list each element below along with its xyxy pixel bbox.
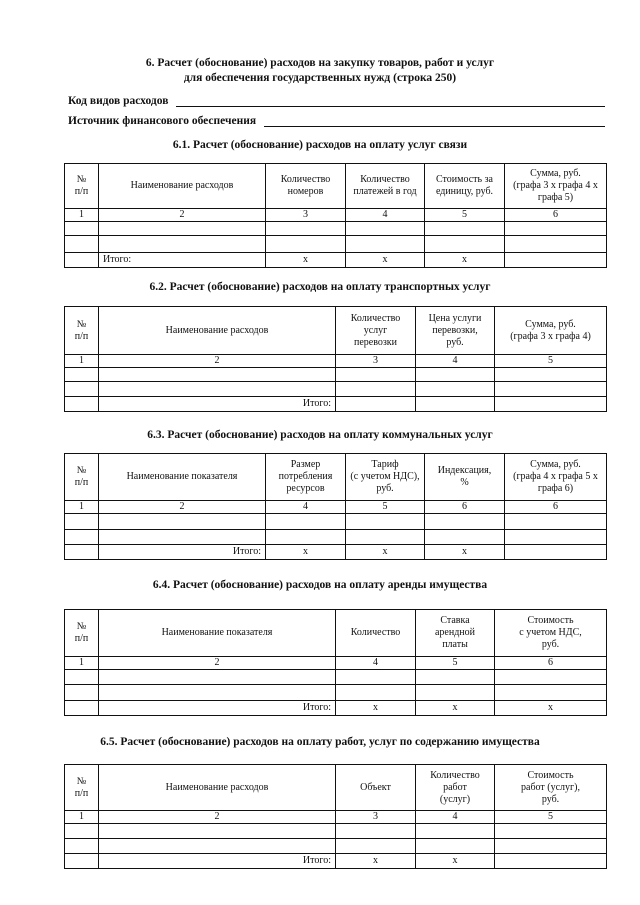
funding-source-line [264,114,605,127]
header-cell-cost: Стоимость с учетом НДС, руб. [495,610,607,657]
empty-cell[interactable] [495,382,607,397]
column-number: 5 [416,657,495,670]
empty-cell[interactable] [65,236,99,253]
empty-cell[interactable] [416,368,495,382]
header-cell-quantity: Количество номеров [266,164,346,209]
column-number: 1 [65,209,99,222]
empty-cell [65,701,99,716]
total-label: Итого: [99,253,266,268]
column-number: 5 [495,811,607,824]
section-title-6-1: 6.1. Расчет (обоснование) расходов на оплату услуг связи [172,139,468,151]
empty-cell[interactable] [99,514,266,530]
empty-cell[interactable] [495,368,607,382]
header-cell-cost: Стоимость работ (услуг), руб. [495,765,607,811]
empty-cell[interactable] [99,670,336,685]
header-cell-unit-cost: Стоимость за единицу, руб. [425,164,505,209]
column-number-row [65,501,607,514]
empty-cell[interactable] [495,824,607,839]
column-number: 4 [266,501,346,514]
total-label: Итого: [99,397,336,412]
column-number: 2 [99,501,266,514]
column-number-row [65,811,607,824]
table-header-row [65,454,607,501]
funding-source-field [68,112,605,127]
column-number: 4 [416,811,495,824]
empty-cell [65,253,99,268]
table-6-1 [64,163,607,268]
empty-cell[interactable] [416,382,495,397]
empty-cell[interactable] [65,382,99,397]
table-row [65,670,607,685]
empty-cell[interactable] [505,530,607,545]
empty-cell[interactable] [495,670,607,685]
header-cell-object: Объект [336,765,416,811]
header-cell-works-count: Количество работ (услуг) [416,765,495,811]
empty-cell[interactable] [65,839,99,854]
total-label: Итого: [99,701,336,716]
empty-cell[interactable] [505,222,607,236]
total-row [65,253,607,268]
x-mark: х [416,701,495,716]
empty-cell[interactable] [346,236,425,253]
table-row [65,382,607,397]
x-mark: х [416,854,495,869]
table-6-5 [64,764,607,869]
empty-cell[interactable] [99,530,266,545]
funding-source-label: Источник финансового обеспечения [68,115,257,127]
x-mark: х [266,545,346,560]
column-number: 5 [346,501,425,514]
empty-cell[interactable] [336,397,416,412]
column-number: 4 [416,355,495,368]
total-row [65,854,607,869]
empty-cell[interactable] [99,368,336,382]
header-cell-name: Наименование расходов [99,307,336,355]
empty-cell[interactable] [99,222,266,236]
table-row [65,514,607,530]
empty-cell[interactable] [425,530,505,545]
empty-cell[interactable] [336,685,416,701]
header-cell-sum: Сумма, руб. (графа 3 х графа 4 х графа 5) [505,164,607,209]
empty-cell[interactable] [336,670,416,685]
empty-cell[interactable] [266,530,346,545]
empty-cell[interactable] [266,236,346,253]
total-label: Итого: [99,545,266,560]
empty-cell[interactable] [99,236,266,253]
table-row [65,236,607,253]
table-row [65,839,607,854]
table-6-4 [64,609,607,716]
empty-cell[interactable] [416,397,495,412]
header-cell-tariff: Тариф (с учетом НДС), руб. [346,454,425,501]
empty-cell[interactable] [505,514,607,530]
empty-cell[interactable] [336,368,416,382]
header-cell-number: № п/п [65,610,99,657]
empty-cell[interactable] [336,382,416,397]
x-mark: х [425,253,505,268]
total-label: Итого: [99,854,336,869]
empty-cell[interactable] [425,236,505,253]
empty-cell[interactable] [65,824,99,839]
empty-cell[interactable] [416,839,495,854]
column-number: 5 [495,355,607,368]
header-cell-rent-rate: Ставка арендной платы [416,610,495,657]
header-cell-consumption: Размер потребления ресурсов [266,454,346,501]
header-cell-indicator: Наименование показателя [99,610,336,657]
column-number-row [65,355,607,368]
empty-cell[interactable] [416,670,495,685]
column-number: 3 [336,811,416,824]
total-row [65,397,607,412]
column-number: 1 [65,355,99,368]
column-number-row [65,209,607,222]
table-row [65,824,607,839]
total-sum-cell[interactable] [505,545,607,560]
total-sum-cell[interactable] [495,854,607,869]
header-cell-name: Наименование расходов [99,164,266,209]
header-cell-payments: Количество платежей в год [346,164,425,209]
table-row [65,368,607,382]
empty-cell[interactable] [266,222,346,236]
expense-code-field [68,92,605,107]
header-cell-quantity: Количество [336,610,416,657]
table-row [65,685,607,701]
empty-cell[interactable] [99,685,336,701]
empty-cell [65,854,99,869]
column-number: 6 [425,501,505,514]
section-title-6-4: 6.4. Расчет (обоснование) расходов на оплату аренды имущества [152,579,488,591]
table-header-row [65,307,607,355]
column-number: 6 [505,209,607,222]
header-cell-name: Наименование расходов [99,765,336,811]
total-sum-cell[interactable] [495,397,607,412]
empty-cell[interactable] [99,839,336,854]
column-number: 1 [65,501,99,514]
table-header-row [65,610,607,657]
header-cell-sum: Сумма, руб. (графа 4 х графа 5 х графа 6) [505,454,607,501]
empty-cell[interactable] [505,236,607,253]
empty-cell[interactable] [65,670,99,685]
table-row [65,222,607,236]
table-header-row [65,164,607,209]
column-number: 1 [65,657,99,670]
x-mark: х [495,701,607,716]
empty-cell[interactable] [336,824,416,839]
empty-cell[interactable] [346,530,425,545]
section-title-6-5: 6.5. Расчет (обоснование) расходов на оплату работ, услуг по содержанию имущества [100,736,540,748]
x-mark: х [425,545,505,560]
empty-cell[interactable] [416,685,495,701]
header-cell-indicator: Наименование показателя [99,454,266,501]
column-number: 6 [495,657,607,670]
expense-code-label: Код видов расходов [68,95,169,107]
column-number: 1 [65,811,99,824]
empty-cell[interactable] [65,685,99,701]
column-number: 2 [99,209,266,222]
column-number: 2 [99,657,336,670]
total-sum-cell[interactable] [505,253,607,268]
header-cell-sum: Сумма, руб. (графа 3 х графа 4) [495,307,607,355]
table-row [65,530,607,545]
page-title-line-1: 6. Расчет (обоснование) расходов на закупку товаров, работ и услуг [145,57,495,69]
total-row [65,701,607,716]
total-row [65,545,607,560]
x-mark: х [336,701,416,716]
empty-cell[interactable] [495,839,607,854]
header-cell-number: № п/п [65,164,99,209]
empty-cell [65,397,99,412]
column-number: 5 [425,209,505,222]
page-title-line-2: для обеспечения государственных нужд (строка 250) [183,72,457,84]
header-cell-price: Цена услуги перевозки, руб. [416,307,495,355]
column-number: 2 [99,811,336,824]
empty-cell[interactable] [495,685,607,701]
empty-cell [65,545,99,560]
empty-cell[interactable] [99,382,336,397]
column-number-row [65,657,607,670]
header-cell-indexation: Индексация, % [425,454,505,501]
table-6-3 [64,453,607,560]
column-number: 6 [505,501,607,514]
header-cell-number: № п/п [65,765,99,811]
table-header-row [65,765,607,811]
column-number: 2 [99,355,336,368]
header-cell-number: № п/п [65,454,99,501]
x-mark: х [346,545,425,560]
empty-cell[interactable] [336,839,416,854]
empty-cell[interactable] [346,222,425,236]
empty-cell[interactable] [425,514,505,530]
empty-cell[interactable] [99,824,336,839]
empty-cell[interactable] [416,824,495,839]
empty-cell[interactable] [65,368,99,382]
column-number: 3 [266,209,346,222]
empty-cell[interactable] [65,222,99,236]
section-title-6-2: 6.2. Расчет (обоснование) расходов на оплату транспортных услуг [149,281,491,293]
empty-cell[interactable] [266,514,346,530]
x-mark: х [336,854,416,869]
expense-code-line [176,94,605,107]
empty-cell[interactable] [65,530,99,545]
empty-cell[interactable] [346,514,425,530]
column-number: 4 [336,657,416,670]
x-mark: х [346,253,425,268]
section-title-6-3: 6.3. Расчет (обоснование) расходов на оплату коммунальных услуг [147,429,493,441]
header-cell-number: № п/п [65,307,99,355]
header-cell-quantity: Количество услуг перевозки [336,307,416,355]
empty-cell[interactable] [65,514,99,530]
table-6-2 [64,306,607,412]
empty-cell[interactable] [425,222,505,236]
column-number: 3 [336,355,416,368]
column-number: 4 [346,209,425,222]
x-mark: х [266,253,346,268]
